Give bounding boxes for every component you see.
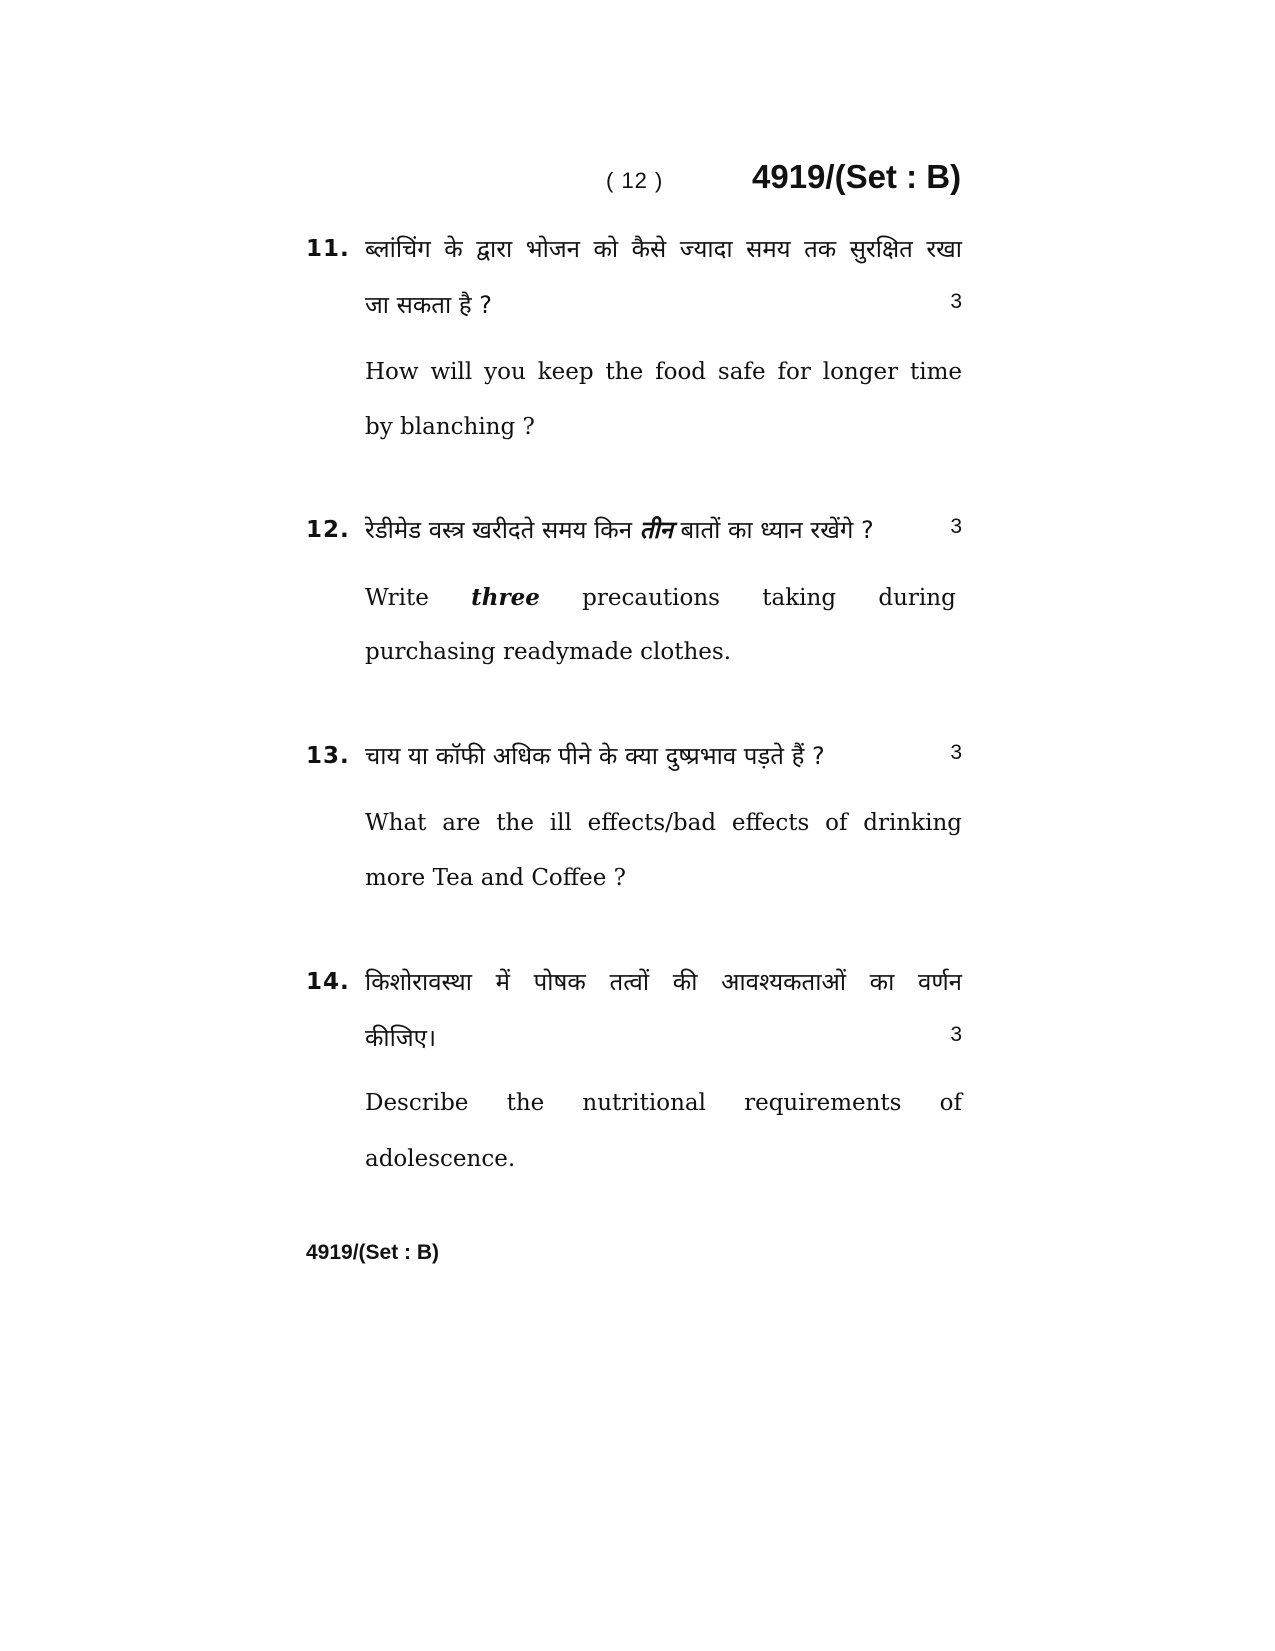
question-hindi-line	[365, 288, 962, 321]
question-hindi-line	[365, 513, 962, 546]
question-english-text: precautions taking during	[539, 585, 956, 611]
question-english-line: adolescence.	[365, 1146, 516, 1172]
question-hindi-line	[365, 1021, 962, 1054]
question-english-text: Write	[365, 585, 472, 611]
question-number: 14.	[306, 969, 350, 995]
question-hindi-text: चाय या कॉफी अधिक पीने के क्या दुष्प्रभाव पड़ते हैं ?	[365, 742, 825, 770]
page-number: ( 12 )	[606, 168, 664, 193]
marks-value: 3	[950, 515, 962, 538]
question-english-line	[365, 584, 962, 611]
question-number: 13.	[306, 743, 350, 769]
paper-code-footer: 4919/(Set : B)	[306, 1241, 440, 1264]
emphasis-word: three	[471, 584, 540, 611]
marks-value: 3	[950, 290, 962, 313]
question-english-line: What are the ill effects/bad effects of drinking	[365, 810, 962, 836]
question-english-line: purchasing readymade clothes.	[365, 639, 732, 665]
question-hindi-line: ब्लांचिंग के द्वारा भोजन को कैसे ज्यादा समय तक सुरक्षित रखा	[365, 235, 962, 263]
question-number: 12.	[306, 517, 350, 543]
question-english-line: by blanching ?	[365, 414, 535, 440]
question-english-line: more Tea and Coffee ?	[365, 865, 626, 891]
marks-value: 3	[950, 1023, 962, 1046]
question-hindi-text: जा सकता है ?	[365, 291, 492, 319]
question-hindi-text: कीजिए।	[365, 1024, 437, 1052]
marks-value: 3	[950, 741, 962, 764]
question-english-line: How will you keep the food safe for longer time	[365, 359, 962, 385]
question-hindi-line	[365, 739, 962, 772]
paper-code-header: 4919/(Set : B)	[752, 158, 962, 195]
question-hindi-line: किशोरावस्था में पोषक तत्वों की आवश्यकताओं का वर्णन	[365, 968, 962, 996]
question-hindi-text: रेडीमेड वस्त्र खरीदते समय किन	[365, 516, 640, 544]
question-number: 11.	[306, 236, 350, 262]
emphasis-word: तीन	[639, 516, 673, 544]
question-english-line: Describe the nutritional requirements of	[365, 1090, 962, 1116]
question-hindi-text: बातों का ध्यान रखेंगे ?	[672, 516, 874, 544]
